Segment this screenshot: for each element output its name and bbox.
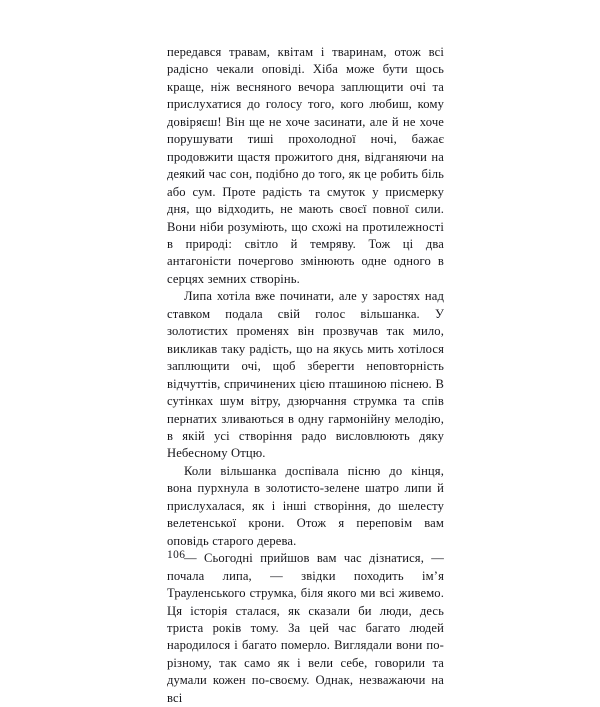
text-block: [167, 44, 444, 707]
paragraph: Липа хотіла вже починати, але у заростях над ставком подала свій голос вільшанка. У золотистих променях він прозвучав так мило, викликав таку радість, що на якусь мить хотілося заплющити очі, щоб зберегти неповторність відчуттів, спричинених цією пташиною піснею. В сутінках шум вітру, дзюрчання струмка та спів пернатих зливаються в одну гармонійну мелодію, в якій усі створіння радо висловлюють дяку Небесному Отцю.: [167, 289, 444, 461]
paragraph: — Сьогодні прийшов вам час дізнатися, — почала липа, — звідки походить ім’я Трауленського струмка, біля якого ми всі живемо. Ця історія сталася, як сказали би люди, десь триста років тому. За цей час багато людей народилося і багато померло. Виглядали вони по-різному, так само як і вели себе, говорили та думали кожен по-своєму. Однак, незважаючи на всі: [167, 551, 444, 705]
paragraph: передався травам, квітам і тваринам, отож всі радісно чекали оповіді. Хіба може бути щось краще, ніж весняного вечора заплющити очі та прислухатися до голосу того, кого любиш, кому довіряєш! Він ще не хоче засинати, але й не хоче порушувати тиші прохолодної ночі, бажає продовжити щастя прожитого дня, відганяючи на деякий час сон, подібно до того, як це робить біль або сум. Проте радість та смуток у присмерку дня, що відходить, не мають своєї повної сили. Вони ніби розуміють, що схожі на протилежності в природі: світло й темряву. Тож ці два антагоністи почергово змінюють одне одного в серцях земних створінь.: [167, 45, 444, 286]
paragraph: Коли вільшанка доспівала пісню до кінця, вона пурхнула в золотисто-зелене шатро липи й прислухалася, як і інші створіння, до шелесту велетенської крони. Отож я перепoвім вам оповідь старого дерева.: [167, 463, 444, 548]
page-number: 106: [167, 549, 186, 561]
